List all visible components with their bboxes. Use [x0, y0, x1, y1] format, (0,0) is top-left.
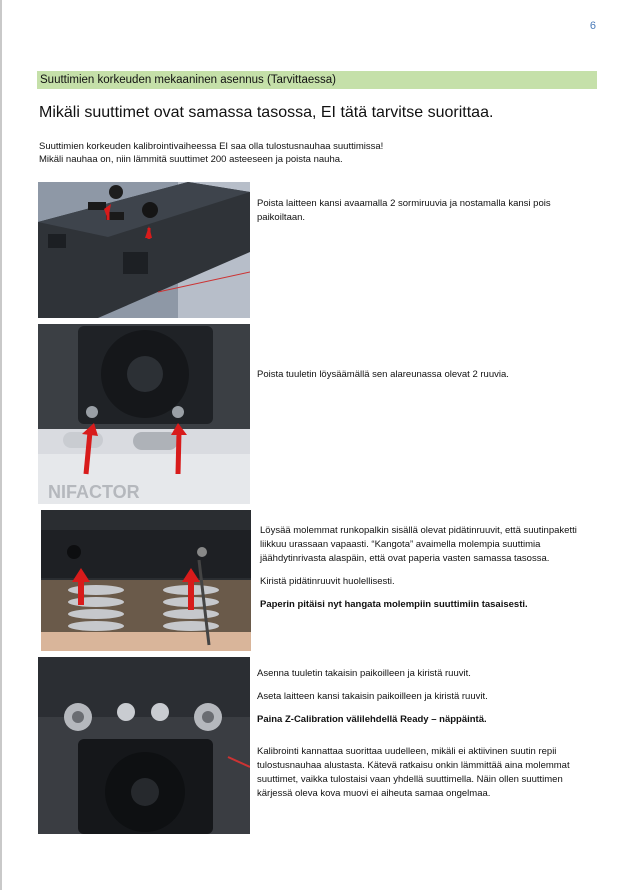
step-4-paragraph-2: Aseta laitteen kansi takaisin paikoilleen ja kiristä ruuvit. — [257, 691, 488, 702]
printer-lid-screws-photo — [38, 182, 250, 318]
warning-line-2: Mikäli nauhaa on, niin lämmitä suuttimet 200 asteeseen ja poista nauha. — [39, 154, 343, 165]
page-left-edge — [0, 0, 2, 890]
step-4-text — [257, 667, 597, 810]
photo-watermark: NIFACTOR — [48, 482, 140, 502]
warning-note — [39, 140, 383, 166]
step-4-paragraph-4: Kalibrointi kannattaa suorittaa uudelleen, mikäli ei aktiivinen suutin repii tulostusnauhaa alustasta. Kätevä ratkaisu onkin lämmittää aina molemmat suuttimet, vaikka tulostaisi vaan yhdellä suuttimella. Näin ollen suuttimen kärjessä oleva kova muovi ei aiheuta samaa ongelmaa. — [257, 746, 570, 799]
step-3-paragraph-3: Paperin pitäisi nyt hangata molempiin suuttimiin tasaisesti. — [260, 599, 528, 610]
page-heading: Mikäli suuttimet ovat samassa tasossa, EI tätä tarvitse suorittaa. — [39, 104, 494, 121]
step-3-paragraph-2: Kiristä pidätinruuvit huolellisesti. — [260, 576, 395, 587]
step-2-text — [257, 368, 597, 391]
fan-screws-photo — [38, 324, 250, 504]
step-3-paragraph-1: Löysää molemmat runkopalkin sisällä olevat pidätinruuvit, että suutinpaketti liikkuu urassaan vapaasti. “Kangota” avaimella molempia suuttimia jäähdytinrivasta alaspäin, että ovat paperia vasten samassa tasossa. — [260, 525, 577, 564]
step-1-text — [257, 197, 597, 234]
step-2-paragraph: Poista tuuletin löysäämällä sen alareunassa olevat 2 ruuvia. — [257, 369, 509, 380]
step-4-paragraph-3: Paina Z-Calibration välilehdellä Ready – näppäintä. — [257, 714, 487, 725]
fan-reassembled-photo — [38, 657, 250, 834]
step-4-paragraph-1: Asenna tuuletin takaisin paikoilleen ja kiristä ruuvit. — [257, 668, 471, 679]
section-title: Suuttimien korkeuden mekaaninen asennus (Tarvittaessa) — [37, 71, 597, 89]
warning-line-1: Suuttimien korkeuden kalibrointivaiheessa EI saa olla tulostusnauhaa suuttimissa! — [39, 141, 384, 152]
page-number: 6 — [589, 20, 596, 32]
step-1-paragraph: Poista laitteen kansi avaamalla 2 sormiruuvia ja nostamalla kansi pois paikoiltaan. — [257, 198, 551, 223]
heatsink-screws-photo — [41, 510, 251, 651]
step-3-text — [260, 524, 600, 621]
